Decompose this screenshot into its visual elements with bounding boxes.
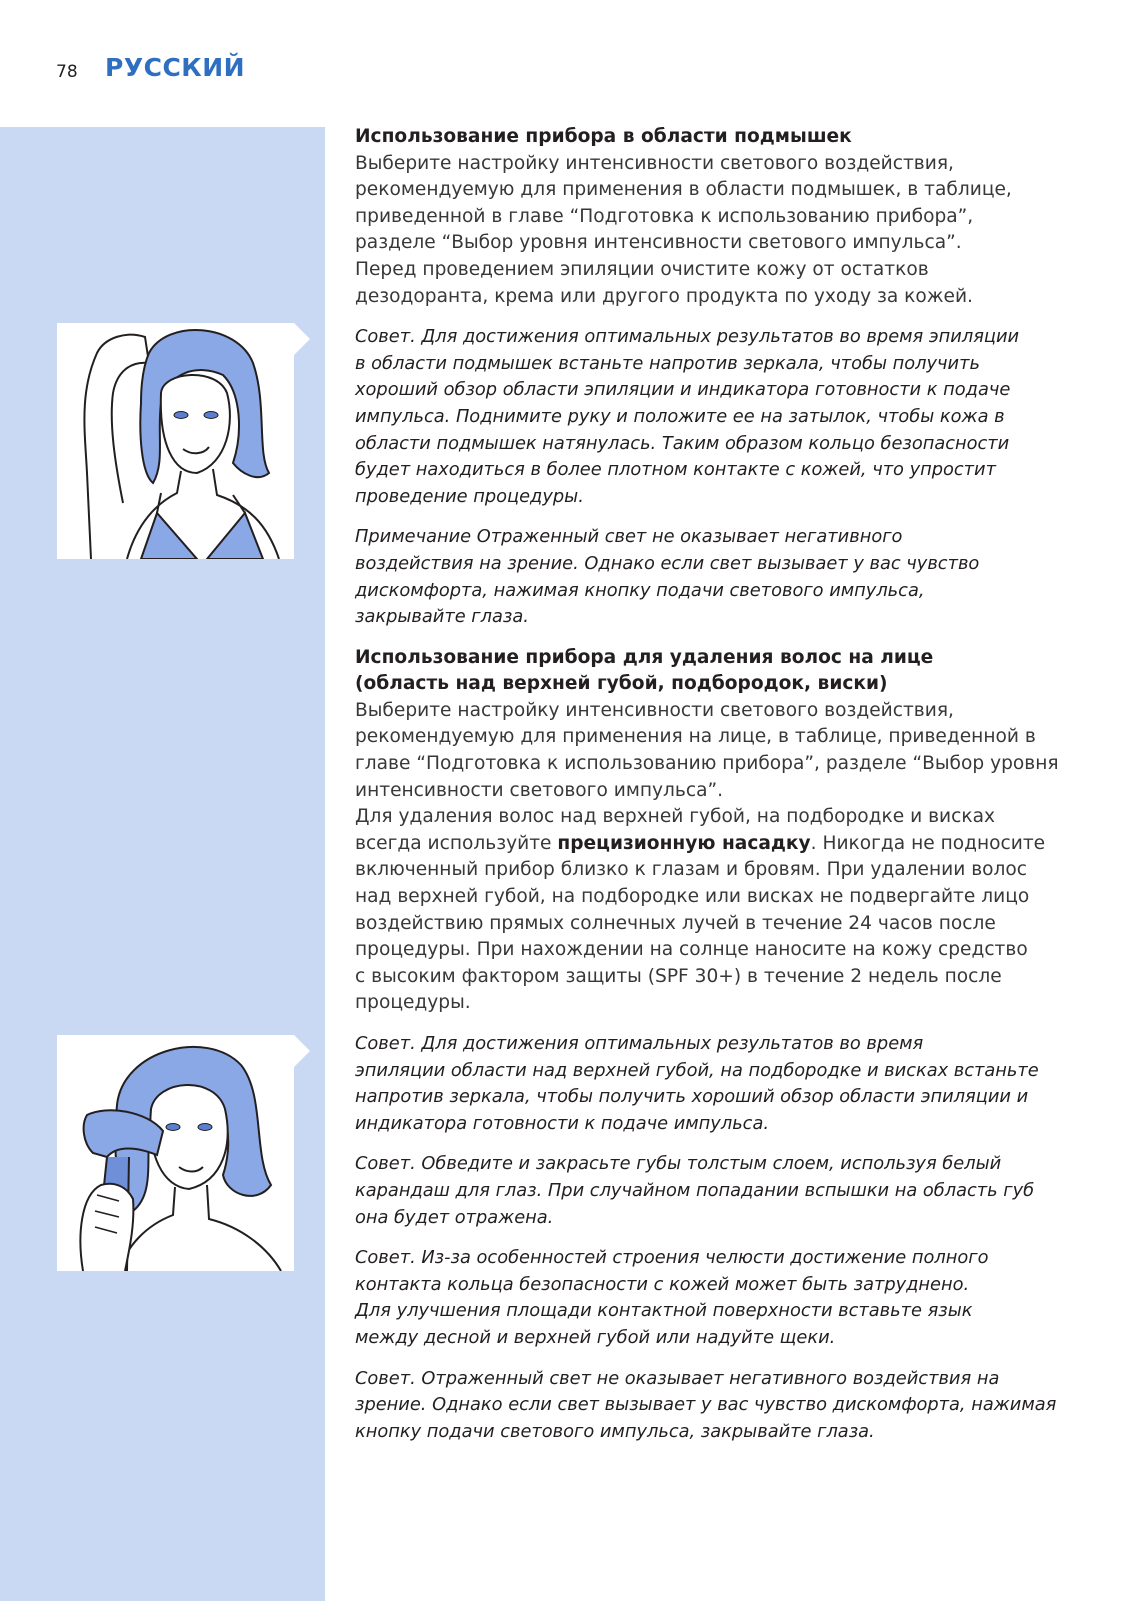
tip-line: Совет. Для достижения оптимальных результатов во время эпиляции [355, 326, 1020, 348]
body-line: Выберите настройку интенсивности светового воздействия, [355, 152, 954, 174]
body-line: включенный прибор близко к глазам и бровям. При удалении волос [355, 859, 1028, 881]
section-heading: (область над верхней губой, подбородок, виски) [355, 673, 888, 695]
tip-block [355, 1366, 1085, 1446]
woman-raised-arm-icon [57, 323, 294, 559]
main-content [355, 124, 1085, 1445]
language-title: РУССКИЙ [105, 53, 246, 82]
body-line: воздействию прямых солнечных лучей в течение 24 часов после [355, 912, 996, 934]
tip-line: Совет. Для достижения оптимальных результатов во время [355, 1033, 924, 1054]
illustration-pointer [294, 323, 310, 355]
note-line: Примечание Отраженный свет не оказывает негативного [355, 526, 903, 548]
precision-attachment-term: прецизионную насадку [557, 832, 811, 854]
body-line: Перед проведением эпиляции очистите кожу от остатков [355, 258, 929, 280]
tip-line: будет находиться в более плотном контакте с кожей, что упростит [355, 459, 996, 481]
page-number: 78 [56, 62, 78, 82]
tip-line: карандаш для глаз. При случайном попадании вспышки на область губ [355, 1179, 1035, 1201]
body-text: . Никогда не подносите [810, 832, 1046, 854]
woman-facial-device-icon [57, 1035, 294, 1271]
tip-block [355, 324, 1085, 510]
tip-line: Совет. Из-за особенностей строения челюсти достижение полного [355, 1247, 989, 1269]
tip-line: между десной и верхней губой или надуйте щеки. [355, 1326, 836, 1348]
note-block [355, 524, 1085, 630]
body-line [355, 831, 1085, 858]
illustration-pointer [294, 1035, 310, 1067]
tip-line: зрение. Однако если свет вызывает у вас чувство дискомфорта, нажимая [355, 1394, 1057, 1416]
body-line: Выберите настройку интенсивности светового воздействия, [355, 699, 954, 721]
woman-facial-device-illustration [57, 1035, 294, 1271]
tip-line: в области подмышек встаньте напротив зеркала, чтобы получить [355, 352, 980, 374]
body-line: Для удаления волос над верхней губой, на подбородке и висках [355, 806, 995, 828]
body-line: процедуры. При нахождении на солнце наносите на кожу средство [355, 939, 1028, 961]
note-line: воздействия на зрение. Однако если свет вызывает у вас чувство [355, 552, 980, 574]
tip-line: индикатора готовности к подаче импульса. [355, 1112, 769, 1134]
tip-block [355, 1245, 1085, 1351]
body-line: рекомендуемую для применения на лице, в таблице, приведенной в [355, 726, 1036, 748]
tip-block [355, 1151, 1085, 1231]
tip-line: Совет. Отраженный свет не оказывает негативного воздействия на [355, 1367, 1000, 1389]
body-line: разделе “Выбор уровня интенсивности светового импульса”. [355, 232, 962, 254]
tip-line: хороший обзор области эпиляции и индикатора готовности к подаче [355, 379, 1011, 401]
body-line: над верхней губой, на подбородке или висках не подвергайте лицо [355, 886, 1030, 908]
body-line: приведенной в главе “Подготовка к использованию прибора”, [355, 205, 974, 227]
section-armpit [355, 124, 1085, 631]
body-line: интенсивности светового импульса”. [355, 779, 724, 801]
body-line: с высоким фактором защиты (SPF 30+) в течение 2 недель после [355, 965, 1002, 987]
body-text: всегда используйте [355, 832, 558, 854]
tip-block [355, 1031, 1085, 1137]
section-face [355, 645, 1085, 1446]
body-line: главе “Подготовка к использованию прибора”, разделе “Выбор уровня [355, 753, 1059, 775]
note-line: закрывайте глаза. [355, 606, 529, 628]
tip-line: напротив зеркала, чтобы получить хороший обзор области эпиляции и [355, 1086, 1029, 1108]
section-heading: Использование прибора для удаления волос на лице [355, 646, 934, 668]
woman-raised-arm-illustration [57, 323, 294, 559]
tip-line: эпиляции области над верхней губой, на подбородке и висках встаньте [355, 1059, 1039, 1081]
body-line: рекомендуемую для применения в области подмышек, в таблице, [355, 179, 1012, 201]
tip-line: контакта кольца безопасности с кожей может быть затруднено. [355, 1273, 970, 1295]
tip-line: Для улучшения площади контактной поверхности вставьте язык [355, 1300, 973, 1322]
tip-line: области подмышек натянулась. Таким образом кольцо безопасности [355, 432, 1010, 454]
note-line: дискомфорта, нажимая кнопку подачи светового импульса, [355, 579, 925, 601]
tip-line: импульса. Поднимите руку и положите ее на затылок, чтобы кожа в [355, 405, 1005, 427]
body-line: дезодоранта, крема или другого продукта по уходу за кожей. [355, 285, 973, 307]
section-heading: Использование прибора в области подмышек [355, 126, 852, 147]
tip-line: Совет. Обведите и закрасьте губы толстым слоем, используя белый [355, 1153, 1002, 1175]
tip-line: кнопку подачи светового импульса, закрывайте глаза. [355, 1420, 875, 1442]
body-line: процедуры. [355, 992, 471, 1014]
tip-line: она будет отражена. [355, 1206, 554, 1228]
tip-line: проведение процедуры. [355, 485, 584, 507]
